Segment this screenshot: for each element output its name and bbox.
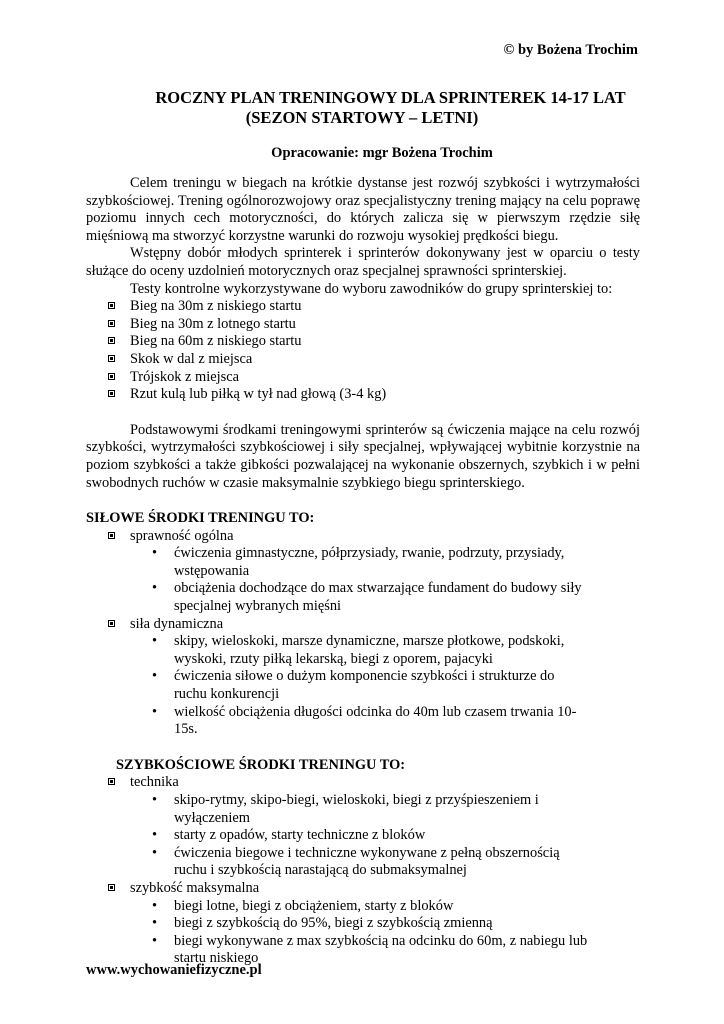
strength-dynamic-items (86, 633, 640, 739)
checkbox-bullet-icon (108, 373, 115, 380)
list-item: • biegi lotne, biegi z obciążeniem, starty z bloków (152, 897, 454, 914)
list-item: • ćwiczenia siłowe o dużym komponencie szybkości i strukturze do ruchu konkurencji (152, 668, 555, 703)
title-line-1: ROCZNY PLAN TRENINGOWY DLA SPRINTEREK 14-17 LAT (155, 88, 626, 107)
list-item: • obciążenia dochodzące do max stwarzające fundament do budowy siły specjalnej wybranych mięśni (152, 580, 582, 615)
checkbox-bullet-icon (108, 355, 115, 362)
means-paragraph: Podstawowymi środkami treningowymi sprinterów są ćwiczenia mające na celu rozwój szybkości, wytrzymałości szybkościowej i siły specjalnej, wpływającej wybitnie korzystnie na poziom szybkości a także gibkości pozwalającej na wykonanie obszernych, szybkich i w pełni swobodnych ruchów w czasie maksymalnie szybkiego biegu sprinterskiego. (86, 421, 640, 491)
bullet-icon: • (152, 932, 158, 949)
bullet-icon: • (152, 915, 158, 932)
speed-max-items (86, 898, 640, 968)
speed-technique-items (86, 792, 640, 880)
bullet-icon: • (152, 580, 158, 597)
bullet-icon: • (152, 633, 158, 650)
checkbox-bullet-icon (108, 532, 115, 539)
checkbox-bullet-icon (108, 620, 115, 627)
list-item: • skipo-rytmy, skipo-biegi, wieloskoki, biegi z przyśpieszeniem i wyłączeniem (152, 792, 539, 826)
list-item: • ćwiczenia gimnastyczne, półprzysiady, rwanie, podrzuty, przysiady, wstępowania (152, 545, 565, 579)
intro-paragraph-2: Wstępny dobór młodych sprinterek i sprinterów dokonywany jest w oparciu o testy służące do oceny uzdolnień motorycznych oraz specjalnej sprawności sprinterskiej. (86, 245, 640, 279)
bullet-icon: • (152, 827, 158, 844)
list-item: • starty z opadów, starty techniczne z bloków (152, 827, 426, 844)
bullet-icon: • (152, 668, 158, 685)
author-line: Opracowanie: mgr Bożena Trochim (271, 145, 493, 161)
list-item: siła dynamiczna (86, 616, 640, 634)
footer-url: www.wychowaniefizyczne.pl (86, 962, 262, 978)
bullet-icon: • (152, 703, 158, 720)
strength-groups (86, 528, 640, 546)
bullet-icon: • (152, 792, 158, 808)
checkbox-bullet-icon (108, 320, 115, 327)
list-item: technika (86, 774, 640, 792)
list-item: • skipy, wieloskoki, marsze dynamiczne, marsze płotkowe, podskoki, wyskoki, rzuty piłką lekarską, biegi z oporem, pajacyki (152, 633, 565, 667)
checkbox-bullet-icon (108, 390, 115, 397)
speed-heading: SZYBKOŚCIOWE ŚRODKI TRENINGU TO: (116, 756, 406, 773)
checkbox-bullet-icon (108, 337, 115, 344)
speed-groups (86, 774, 640, 792)
tests-list (86, 298, 640, 404)
intro-paragraph-3: Testy kontrolne wykorzystywane do wyboru zawodników do grupy sprinterskiej to: (130, 280, 613, 297)
list-item: Bieg na 30m z niskiego startu (86, 298, 640, 316)
intro-paragraph-1: Celem treningu w biegach na krótkie dystanse jest rozwój szybkości i wytrzymałości szybkościowej. Trening ogólnorozwojowy oraz specjalistyczny trening mający na celu poprawę poziomu innych cech motoryczności, do których zalicza się w pierwszym rzędzie siłę mięśniową ma stworzyć korzystne warunki do rozwoju wysokiej prędkości biegu. (86, 175, 640, 244)
title-line-2: (SEZON STARTOWY – LETNI) (245, 108, 479, 127)
strength-general-items (86, 545, 640, 615)
document-title (0, 88, 724, 128)
list-item: Rzut kulą lub piłką w tył nad głową (3-4 kg) (86, 386, 640, 404)
list-item: Skok w dal z miejsca (86, 351, 640, 369)
list-item: szybkość maksymalna (86, 880, 640, 898)
copyright-notice: © by Bożena Trochim (503, 42, 638, 58)
bullet-icon: • (152, 897, 158, 914)
bullet-icon: • (152, 844, 158, 861)
list-item: • ćwiczenia biegowe i techniczne wykonywane z pełną obszernością ruchu i szybkością narastającą do submaksymalnej (152, 844, 560, 879)
list-item: Bieg na 30m z lotnego startu (86, 316, 640, 334)
strength-heading: SIŁOWE ŚRODKI TRENINGU TO: (86, 510, 315, 527)
checkbox-bullet-icon (108, 778, 115, 785)
checkbox-bullet-icon (108, 884, 115, 891)
list-item: Bieg na 60m z niskiego startu (86, 333, 640, 351)
list-item: Trójskok z miejsca (86, 369, 640, 387)
checkbox-bullet-icon (108, 302, 115, 309)
list-item: • biegi wykonywane z max szybkością na odcinku do 60m, z nabiegu lub startu niskiego (152, 932, 588, 967)
list-item: • wielkość obciążenia długości odcinka do 40m lub czasem trwania 10-15s. (152, 703, 577, 738)
list-item: • biegi z szybkością do 95%, biegi z szybkością zmienną (152, 915, 493, 932)
list-item: sprawność ogólna (86, 528, 640, 546)
bullet-icon: • (152, 545, 158, 562)
document-body (86, 175, 640, 968)
